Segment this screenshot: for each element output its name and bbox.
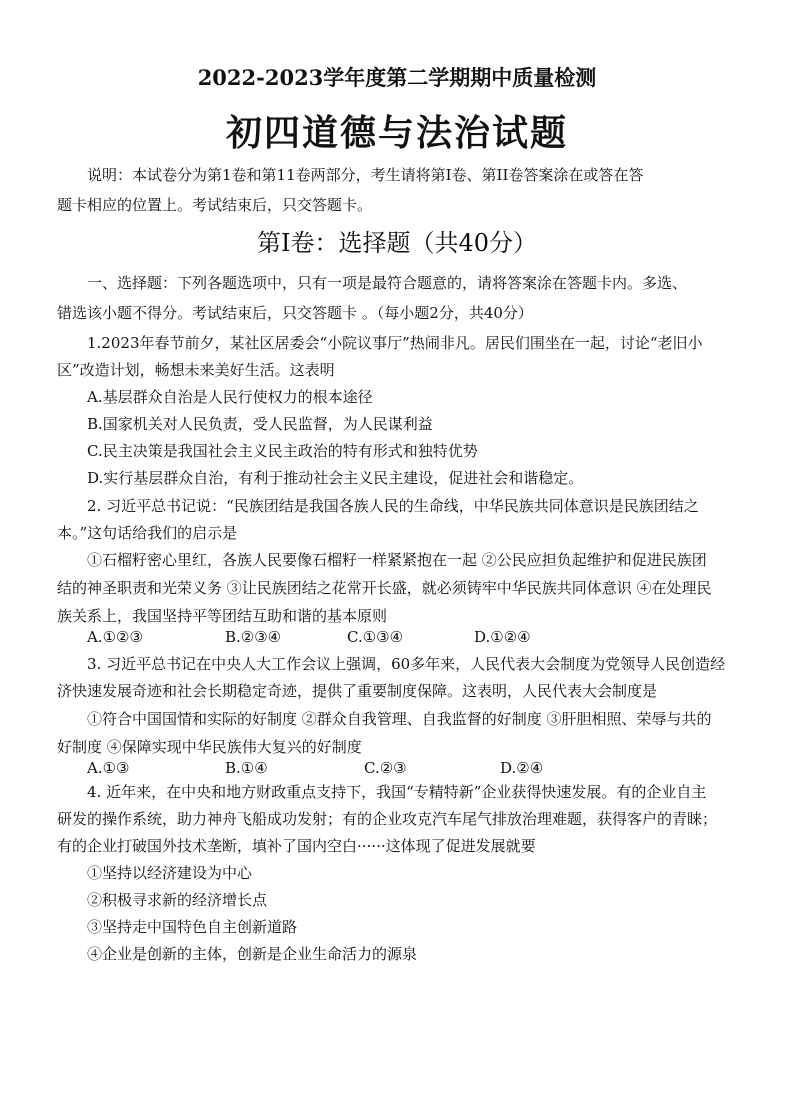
option-b: B.①④ [225,759,268,777]
question-stem: 2. 习近平总书记说：“民族团结是我国各族人民的生命线，中华民族共同体意识是民族团结之 [87,497,699,515]
question-stem: 4. 近年来，在中央和地方财政重点支持下，我国“专精特新”企业获得快速发展。有的企业自主 [87,783,707,801]
section-intro-line: 一、选择题：下列各题选项中，只有一项是最符合题意的，请将答案涂在答题卡内。多选、 [87,274,688,292]
option-c: C.①③④ [347,628,404,646]
exam-title: 2022-2023学年度第二学期期中质量检测 [197,65,597,90]
question-stem: 3. 习近平总书记在中央人大工作会议上强调，60多年来，人民代表大会制度为党领导人民创造经 [87,655,726,673]
section-title: 第I卷：选择题（共40分） [256,229,538,257]
option-d: D.①②④ [474,628,531,646]
instructions-line: 说明：本试卷分为第1卷和第11卷两部分，考生请将第I卷、第II卷答案涂在或答在答 [87,166,644,184]
option-d: D.实行基层群众自治，有利于推动社会主义民主建设，促进社会和谐稳定。 [87,469,584,487]
question-item: ④企业是创新的主体，创新是企业生命活力的源泉 [87,945,418,963]
option-c: C.民主决策是我国社会主义民主政治的特有形式和独特优势 [87,442,478,460]
question-item: ①符合中国国情和实际的好制度 ②群众自我管理、自我监督的好制度 ③肝胆相照、荣辱与共的 [87,710,712,728]
question-item: 结的神圣职责和光荣义务 ③让民族团结之花常开长盛，就必须铸牢中华民族共同体意识 ④在处理民 [57,579,712,597]
question-item: ③坚持走中国特色自主创新道路 [87,918,298,936]
option-a: A.①②③ [87,628,143,646]
option-a: A.基层群众自治是人民行使权力的根本途径 [87,388,373,406]
question-stem: 济快速发展奇迹和社会长期稳定奇迹，提供了重要制度保障。这表明，人民代表大会制度是 [57,682,658,700]
option-c: C.②③ [364,759,407,777]
option-a: A.①③ [87,759,130,777]
section-intro-line: 错选该小题不得分。考试结束后，只交答题卡 。（每小题2分，共40分） [57,304,533,322]
question-item: 族关系上，我国坚持平等团结互助和谐的基本原则 [57,607,388,625]
question-item: ①坚持以经济建设为中心 [87,864,253,882]
question-stem: 1.2023年春节前夕，某社区居委会“小院议事厅”热闹非凡。居民们围坐在一起，讨论“老旧小 [87,334,703,352]
option-b: B.②③④ [225,628,282,646]
exam-subject-title: 初四道德与法治试题 [225,112,568,154]
option-d: D.②④ [500,759,544,777]
question-item: ②积极寻求新的经济增长点 [87,891,268,909]
question-item: ①石榴籽密心里红，各族人民要像石榴籽一样紧紧抱在一起 ②公民应担负起维护和促进民族团 [87,551,707,569]
option-b: B.国家机关对人民负责，受人民监督，为人民谋利益 [87,415,433,433]
question-stem: 区”改造计划，畅想未来美好生活。这表明 [57,361,335,379]
question-stem: 研发的操作系统，助力神舟飞船成功发射；有的企业攻克汽车尾气排放治理难题，获得客户的青睐； [57,810,718,828]
question-stem: 有的企业打破国外技术垄断，填补了国内空白······这体现了促进发展就要 [57,837,536,855]
question-stem: 本。”这句话给我们的启示是 [57,524,238,542]
question-item: 好制度 ④保障实现中华民族伟大复兴的好制度 [57,738,362,756]
instructions-line: 题卡相应的位置上。考试结束后，只交答题卡。 [57,196,373,214]
